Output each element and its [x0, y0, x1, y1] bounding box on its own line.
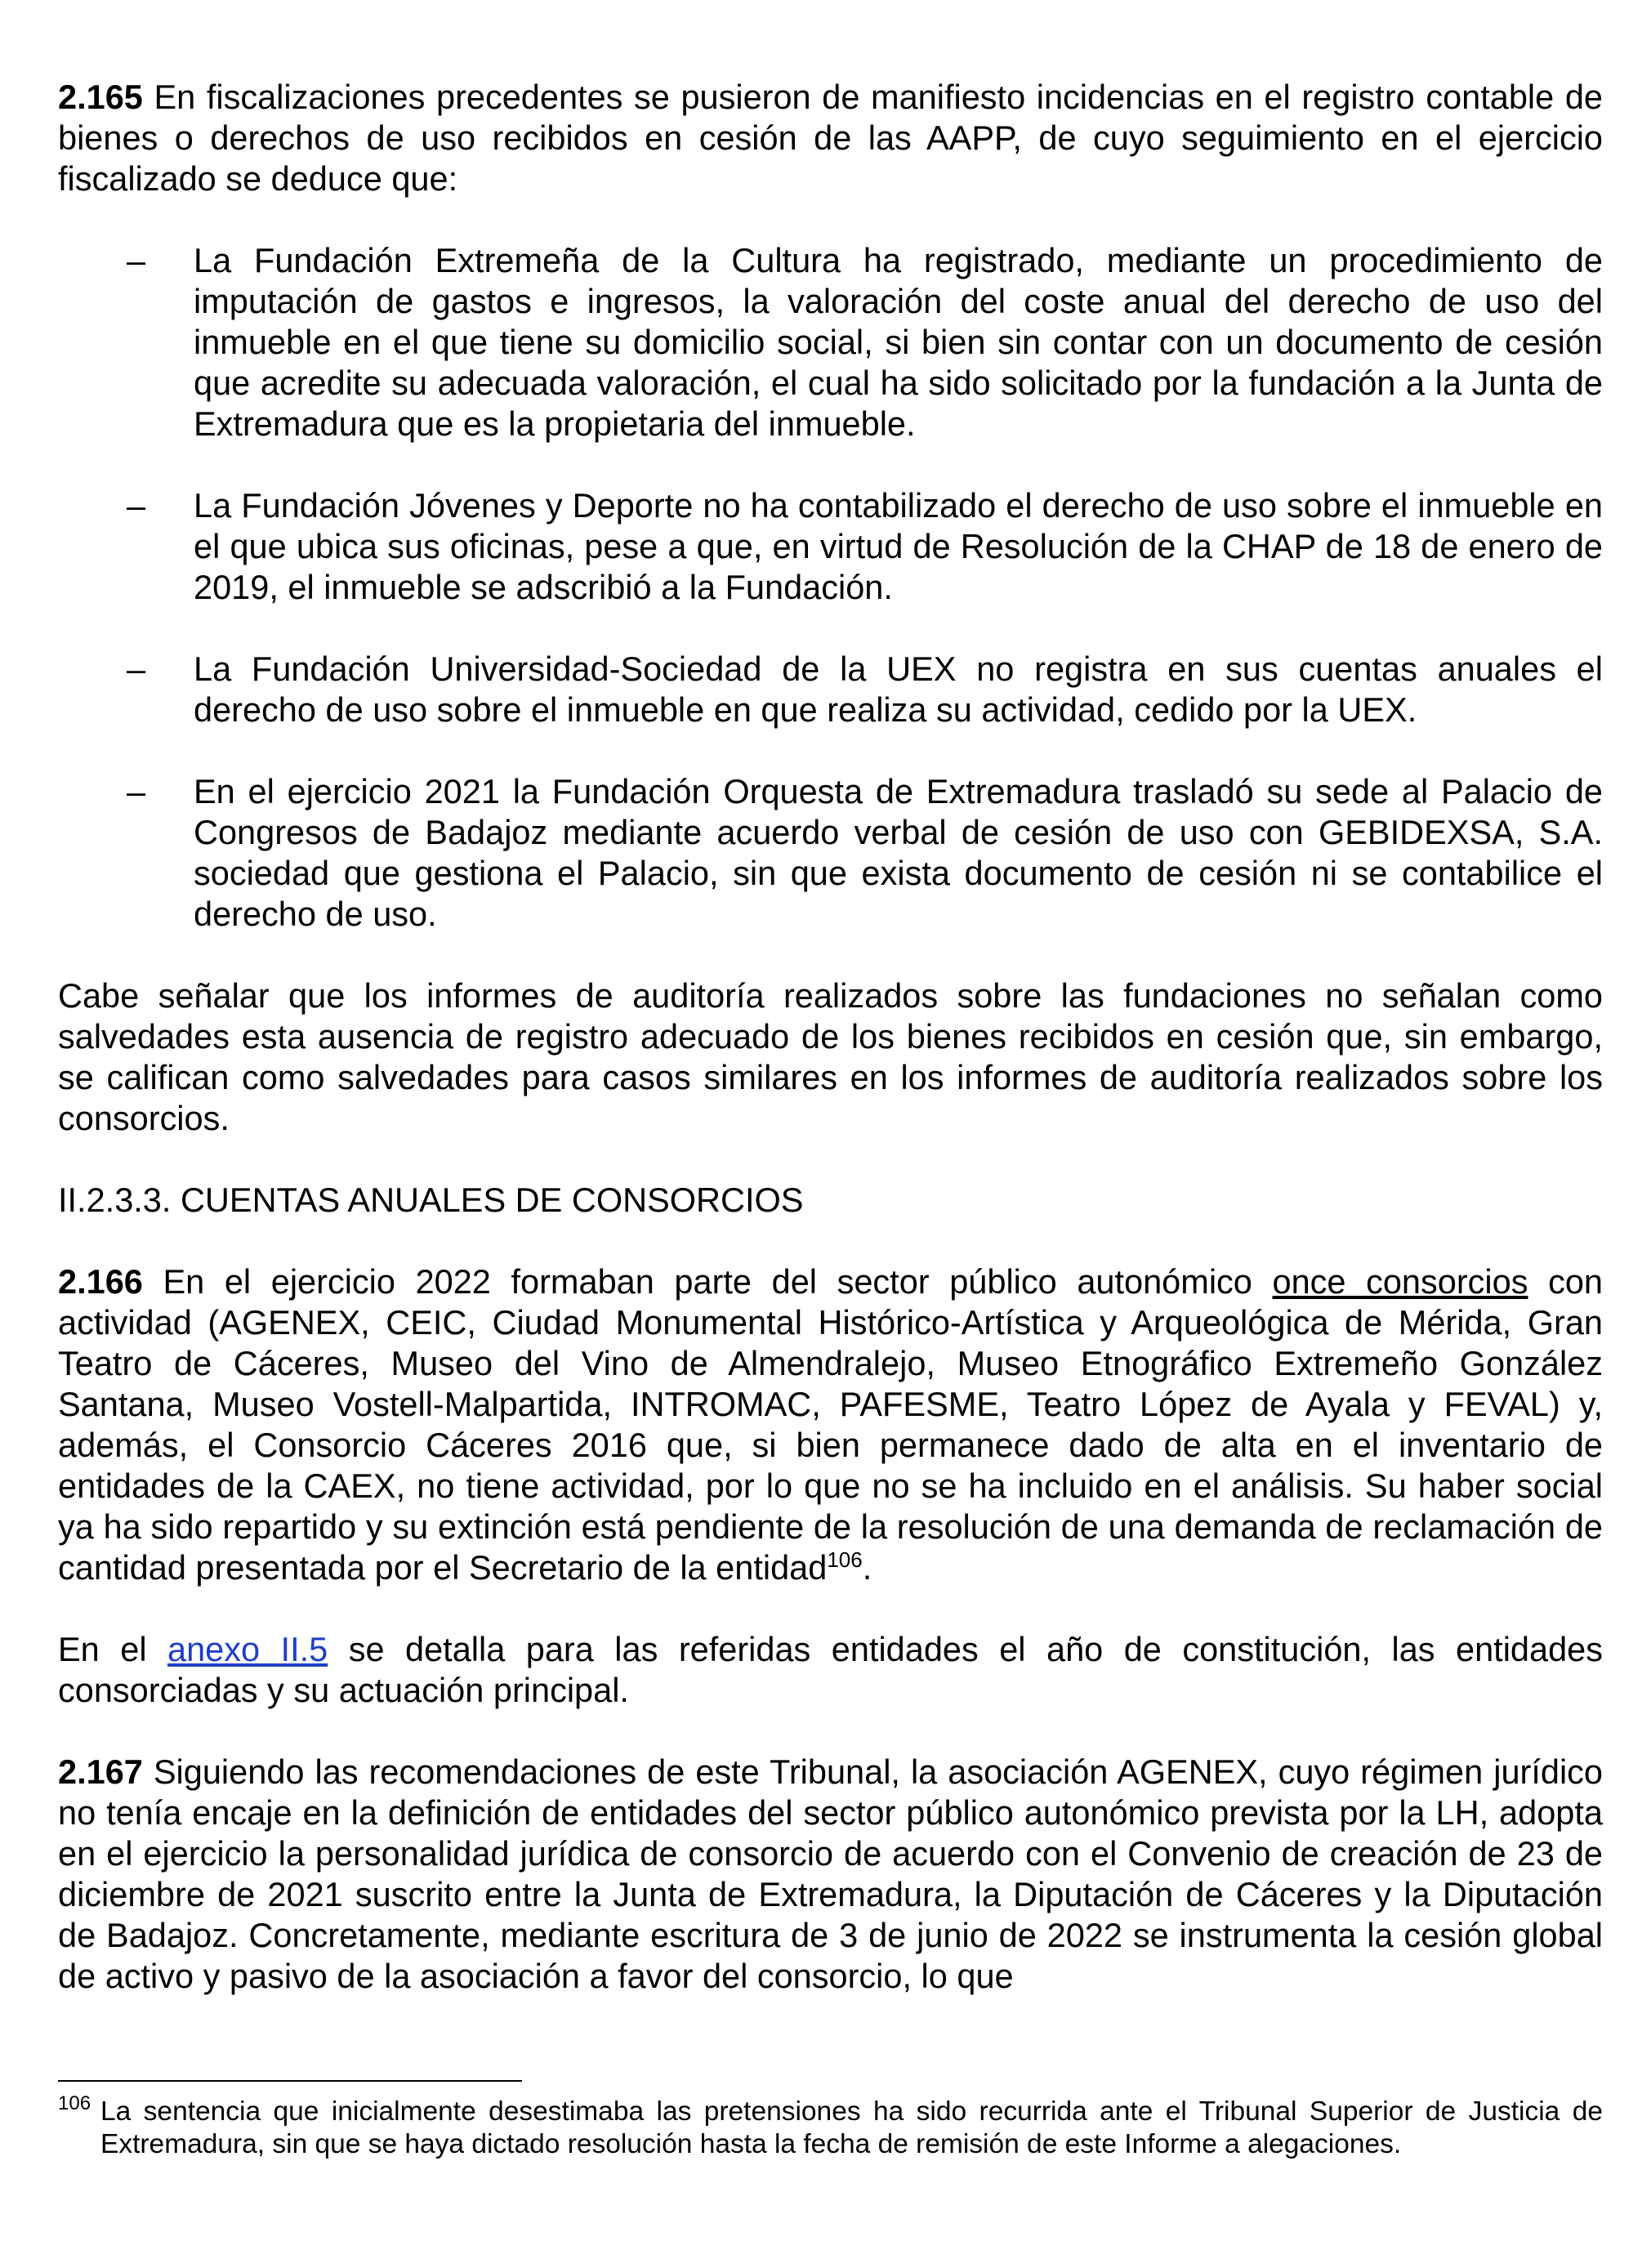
footnote-mark: 106: [58, 2092, 91, 2114]
paragraph-cabe-senalar: Cabe señalar que los informes de auditoría realizados sobre las fundaciones no señalan como salvedades esta ausencia de registro adecuado de los bienes recibidos en cesión que, sin embargo, se califican como salvedades para casos similares en los informes de auditoría realizados sobre los consorcios.: [58, 976, 1603, 1137]
paragraph-text: .: [862, 1548, 872, 1587]
section-heading: II.2.3.3. CUENTAS ANUALES DE CONSORCIOS: [58, 1181, 804, 1219]
paragraph-2-167: [58, 1752, 1603, 1997]
bullet-list: [58, 240, 1603, 935]
dash-bullet: –: [127, 241, 146, 279]
paragraph-number: 2.167: [58, 1752, 143, 1791]
list-item: [58, 771, 1603, 935]
list-item: [58, 240, 1603, 444]
paragraph-anexo: [58, 1629, 1603, 1711]
paragraph-2-166: [58, 1261, 1603, 1588]
footnote-text: La sentencia que inicialmente desestimaba las pretensiones ha sido recurrida ante el Tribunal Superior de Justicia de Extremadura, sin que se haya dictado resolución hasta la fecha de remisión de este Informe a alegaciones.: [100, 2096, 1603, 2159]
paragraph-number: 2.165: [58, 78, 143, 116]
paragraph-text: con actividad (AGENEX, CEIC, Ciudad Monumental Histórico-Artística y Arqueológica de Mérida, Gran Teatro de Cáceres, Museo del Vino de Almendralejo, Museo Etnográfico Extremeño González Santana, Museo Vostell-Malpartida, INTROMAC, PAFESME, Teatro López de Ayala y FEVAL) y, además, el Consorcio Cáceres 2016 que, si bien permanece dado de alta en el inventario de entidades de la CAEX, no tiene actividad, por lo que no se ha incluido en el análisis. Su haber social ya ha sido repartido y su extinción está pendiente de la resolución de una demanda de reclamación de cantidad presentada por el Secretario de la entidad: [58, 1262, 1603, 1587]
dash-bullet: –: [127, 650, 146, 688]
list-item: [58, 485, 1603, 608]
list-item: [58, 649, 1603, 730]
paragraph-number: 2.166: [58, 1262, 143, 1301]
list-item-text: La Fundación Universidad-Sociedad de la UEX no registra en sus cuentas anuales el derecho de uso sobre el inmueble en que realiza su actividad, cedido por la UEX.: [194, 650, 1603, 729]
footnote: [58, 2092, 1603, 2161]
paragraph-text: Siguiendo las recomendaciones de este Tribunal, la asociación AGENEX, cuyo régimen jurídico no tenía encaje en la definición de entidades del sector público autonómico prevista por la LH, adopta en el ejercicio la personalidad jurídica de consorcio de acuerdo con el Convenio de creación de 23 de diciembre de 2021 suscrito entre la Junta de Extremadura, la Diputación de Cáceres y la Diputación de Badajoz. Concretamente, mediante escritura de 3 de junio de 2022 se instrumenta la cesión global de activo y pasivo de la asociación a favor del consorcio, lo que: [58, 1752, 1603, 1995]
anexo-link[interactable]: anexo II.5: [167, 1630, 328, 1668]
paragraph-text: se detalla para las referidas entidades el año de constitución, las entidades consorciadas y su actuación principal.: [58, 1630, 1603, 1709]
footnote-divider: [58, 2080, 522, 2082]
list-item-text: La Fundación Extremeña de la Cultura ha registrado, mediante un procedimiento de imputación de gastos e ingresos, la valoración del coste anual del derecho de uso del inmueble en el que tiene su domicilio social, si bien sin contar con un documento de cesión que acredite su adecuada valoración, el cual ha sido solicitado por la fundación a la Junta de Extremadura que es la propietaria del inmueble.: [194, 241, 1603, 443]
document-body: [58, 77, 1603, 1997]
paragraph-text: En el: [58, 1630, 168, 1668]
paragraph-text: En fiscalizaciones precedentes se pusieron de manifiesto incidencias en el registro contable de bienes o derechos de uso recibidos en cesión de las AAPP, de cuyo seguimiento en el ejercicio fiscalizado se deduce que:: [58, 78, 1603, 198]
paragraph-text: En el ejercicio 2022 formaban parte del sector público autonómico: [142, 1262, 1273, 1301]
dash-bullet: –: [127, 772, 146, 810]
paragraph-2-165: [58, 77, 1603, 199]
list-item-text: La Fundación Jóvenes y Deporte no ha contabilizado el derecho de uso sobre el inmueble en el que ubica sus oficinas, pese a que, en virtud de Resolución de la CHAP de 18 de enero de 2019, el inmueble se adscribió a la Fundación.: [194, 486, 1603, 606]
footnote-reference[interactable]: 106: [827, 1547, 863, 1573]
underlined-text: once consorcios: [1272, 1262, 1528, 1301]
list-item-text: En el ejercicio 2021 la Fundación Orquesta de Extremadura trasladó su sede al Palacio de Congresos de Badajoz mediante acuerdo verbal de cesión de uso con GEBIDEXSA, S.A. sociedad que gestiona el Palacio, sin que exista documento de cesión ni se contabilice el derecho de uso.: [194, 772, 1603, 933]
dash-bullet: –: [127, 486, 146, 525]
